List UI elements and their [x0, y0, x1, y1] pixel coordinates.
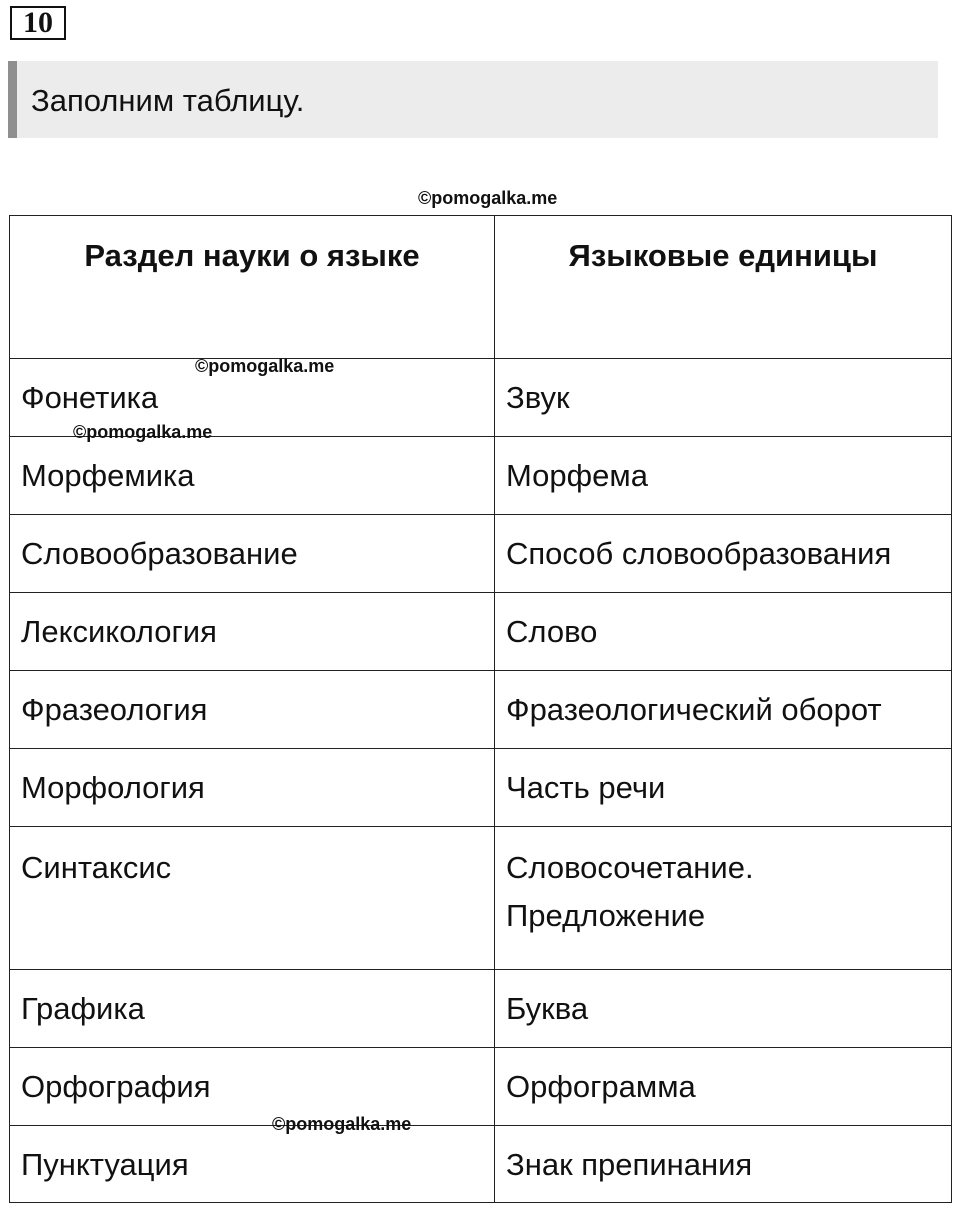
watermark: ©pomogalka.me [418, 188, 558, 208]
cell-unit: Фразеологический оборот [495, 671, 952, 749]
watermark: ©pomogalka.me [272, 1114, 412, 1134]
table-row [10, 1126, 952, 1203]
language-sections-table [9, 215, 952, 1203]
cell-section: Морфемика [10, 437, 495, 515]
watermark: ©pomogalka.me [73, 422, 213, 442]
table-row [10, 1048, 952, 1126]
header-section: Раздел науки о языке [10, 216, 495, 359]
cell-unit: Слово [495, 593, 952, 671]
cell-unit: Морфема [495, 437, 952, 515]
cell-unit: Часть речи [495, 749, 952, 827]
cell-section: Графика [10, 970, 495, 1048]
table-row [10, 749, 952, 827]
table-row [10, 827, 952, 970]
table-row [10, 671, 952, 749]
cell-section: Морфология [10, 749, 495, 827]
table-row [10, 593, 952, 671]
cell-unit: Словосочетание. Предложение [495, 827, 952, 970]
cell-section: Фразеология [10, 671, 495, 749]
table-row [10, 970, 952, 1048]
cell-section: Синтаксис [10, 827, 495, 970]
cell-unit: Знак препинания [495, 1126, 952, 1203]
table-row [10, 515, 952, 593]
task-number: 10 [10, 6, 66, 40]
table-row [10, 437, 952, 515]
cell-unit: Способ словообразования [495, 515, 952, 593]
cell-unit: Звук [495, 359, 952, 437]
watermark: ©pomogalka.me [195, 356, 335, 376]
cell-section: Лексикология [10, 593, 495, 671]
cell-section: Орфография [10, 1048, 495, 1126]
cell-unit: Буква [495, 970, 952, 1048]
header-units: Языковые единицы [495, 216, 952, 359]
cell-section: Пунктуация [10, 1126, 495, 1203]
cell-section: Фонетика [10, 359, 495, 437]
instruction-text: Заполним таблицу. [8, 61, 938, 138]
table-header-row [10, 216, 952, 359]
cell-unit: Орфограмма [495, 1048, 952, 1126]
cell-section: Словообразование [10, 515, 495, 593]
